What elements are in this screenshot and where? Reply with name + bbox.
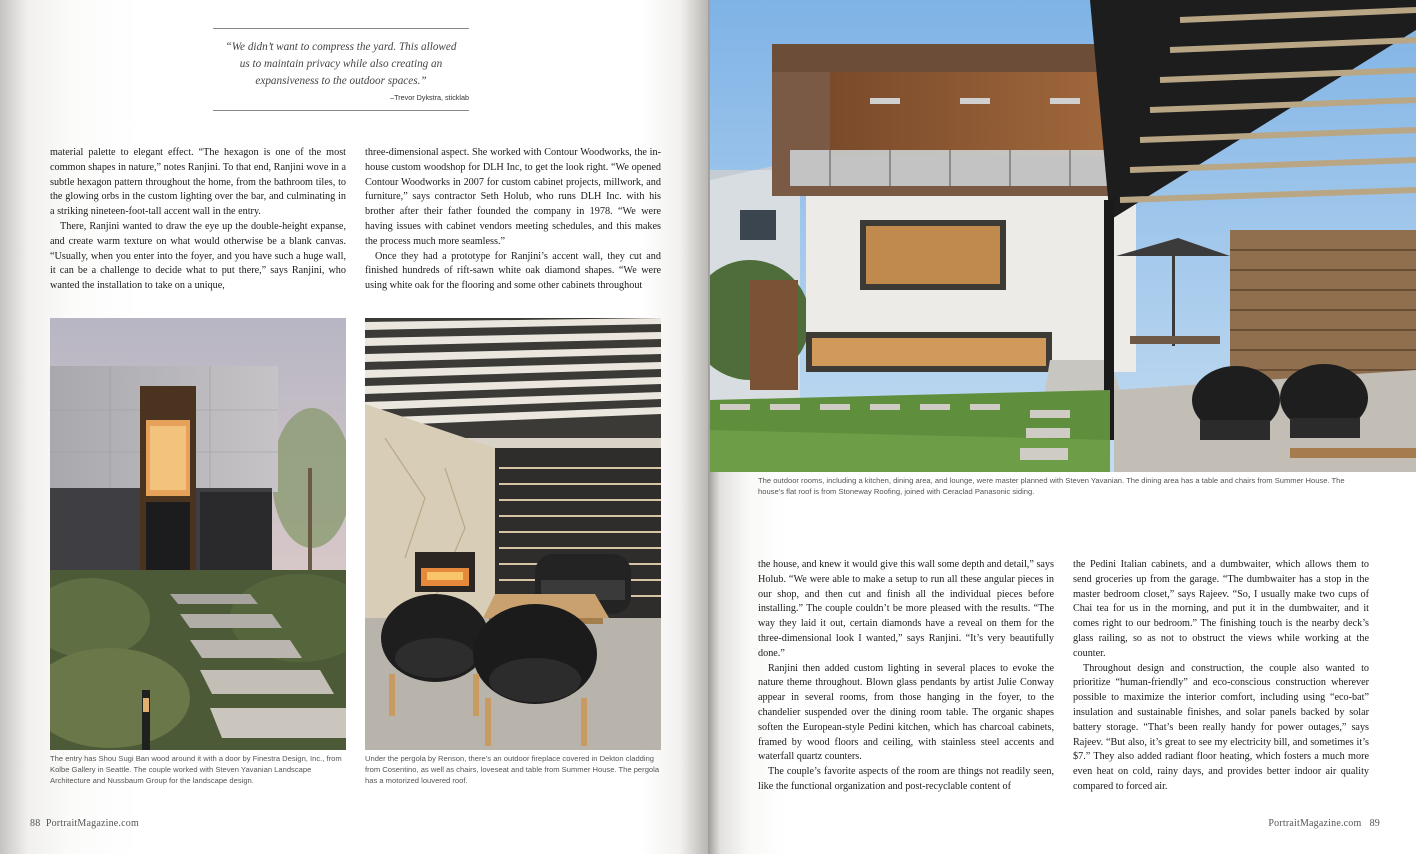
right-column-1 [758, 558, 1054, 795]
paragraph: The couple’s favorite aspects of the room are things not readily seen, like the functional organization and post-recyclable content of [758, 766, 1054, 792]
left-folio [30, 818, 139, 829]
paragraph: There, Ranjini wanted to draw the eye up the double-height expanse, and create warm texture on what would otherwise be a blank canvas. “Usually, when you enter into the foyer, and you have such a huge wall, it can be a challenge to decide what to put there,” says Ranjini, who wanted the installation to take on a unique, [50, 220, 346, 292]
page-number: 88 [30, 818, 41, 829]
entry-photo [50, 318, 346, 750]
pull-quote-line: expansiveness to the outdoor spaces.” [255, 75, 427, 87]
pull-quote-line: us to maintain privacy while also creating an [239, 58, 443, 70]
paragraph: the house, and knew it would give this wall some depth and detail,” says Holub. “We were able to make a setup to run all these angular pieces in our shop, and then cut and finish all the individual pieces before installing.” The couple couldn’t be more pleased with the results. “The way they laid it out, certain diamonds have a reveal on them for the three-dimensional look I wanted,” says Ranjini. “It’s very beautifully done.” [758, 559, 1054, 659]
paragraph: the Pedini Italian cabinets, and a dumbwaiter, which allows them to send groceries up from the garage. “The dumbwaiter has a stop in the master bedroom closet,” says Rajeev. “So, I usually make two cups of Chai tea for us in the morning, and put it in the dumbwaiter, and it comes right to our bedroom.” The finishing touch is the nearby deck’s glass railing, so as not to obstruct the views while working at the counter. [1073, 559, 1369, 659]
house-exterior-photo [710, 0, 1416, 472]
pull-quote-text [213, 39, 469, 90]
paragraph: Once they had a prototype for Ranjini’s accent wall, they cut and finished hundreds of rift-sawn white oak diamond shapes. “We were using white oak for the flooring and some other cabinets throughout [365, 250, 661, 292]
paragraph: Throughout design and construction, the couple also wanted to prioritize “human-friendly” and eco-conscious construction wherever possible to maximize the interior comfort, including using “eco-bat” insulation and sustainable finishes, and solar panels backed by solar battery storage. “That’s been really handy for power outages,” says Rajeev. “But also, it’s great to see my electricity bill, and sometimes it’s $7.” They also added radiant floor heating, which fosters a much more even heat on cold, rainy days, and provides better indoor air quality compared to forced air. [1073, 662, 1369, 792]
pull-quote-line: “We didn’t want to compress the yard. This allowed [225, 41, 457, 53]
pergola-photo [365, 318, 661, 750]
right-folio [1268, 818, 1380, 829]
pull-quote [213, 28, 469, 111]
paragraph: Ranjini then added custom lighting in several places to evoke the nature theme throughout. Blown glass pendants by artist Julie Conway appear in several rooms, from those hanging in the foyer, to the chandelier suspended over the dining room table. The organic shapes soften the European-style Pedini kitchen, which has charcoal cabinets, framed by wood floors and ceiling, with stainless steel accents and waterfall quartz counters. [758, 662, 1054, 763]
right-column-2 [1073, 558, 1369, 795]
pull-quote-attribution: –Trevor Dykstra, sticklab [390, 93, 469, 102]
pergola-photo-caption: Under the pergola by Renson, there’s an outdoor fireplace covered in Dekton cladding from Cosentino, as well as chairs, loveseat and table from Summer House. The pergola has a motorized louvered roof. [365, 754, 660, 785]
left-column-2 [365, 146, 661, 294]
paragraph: material palette to elegant effect. “The hexagon is one of the most common shapes in nature,” notes Ranjini. To that end, Ranjini wove in a subtle hexagon pattern throughout the home, from the bathroom tiles, to the glowing orbs in the custom lighting over the bar, and culminating in a striking nineteen-foot-tall accent wall in the entry. [50, 147, 346, 218]
paragraph: three-dimensional aspect. She worked with Contour Woodworks, the in-house custom woodshop for DLH Inc, to get the look right. “We opened Contour Woodworks in 2007 for custom cabinet projects, millwork, and furniture,” says contractor Seth Holub, who runs DLH Inc. with his brother after their father founded the company in 1978. “We were having issues with cabinet vendors meeting schedules, and this makes the process much more seamless.” [365, 147, 661, 247]
folio-site: PortraitMagazine.com [45, 818, 139, 829]
entry-photo-caption: The entry has Shou Sugi Ban wood around it with a door by Finestra Design, Inc., from Kolbe Gallery in Seattle. The couple worked with Steven Yavanian Landscape Architecture and Nussbaum Group for the landscape design. [50, 754, 342, 785]
left-column-1 [50, 146, 346, 294]
right-page [708, 0, 1416, 854]
house-photo-caption: The outdoor rooms, including a kitchen, dining area, and lounge, were master planned with Steven Yavanian. The dining area has a table and chairs from Summer House. The house’s flat roof is from Stoneway Roofing, joined with Ceraclad Panasonic siding. [758, 476, 1345, 496]
page-number: 89 [1369, 818, 1380, 829]
folio-site: PortraitMagazine.com [1268, 818, 1362, 829]
